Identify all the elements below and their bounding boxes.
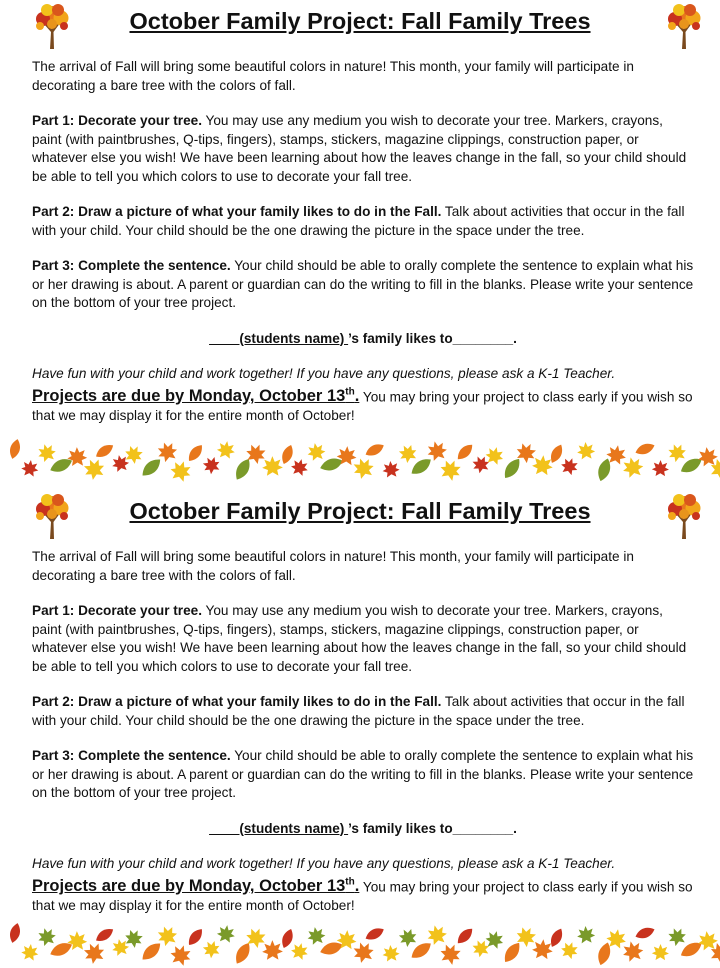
due-paragraph xyxy=(32,874,694,916)
sentence-blank: ____(students name) xyxy=(209,330,349,346)
due-date-text: Projects are due by Monday, October 13 xyxy=(32,877,346,895)
leaf-ornament xyxy=(36,442,58,463)
leaf-ornament xyxy=(262,456,283,476)
leaf-ornament xyxy=(366,441,384,459)
intro-paragraph: The arrival of Fall will bring some beautiful colors in nature! This month, your family will participate in decorating a bare tree with the colors of fall. xyxy=(32,59,634,93)
leaf-ornament xyxy=(366,925,384,943)
sentence-template xyxy=(32,820,694,839)
due-rest: You may bring your project to class early if you wish so that we may display it for the entire month of October! xyxy=(32,879,693,913)
leaf-ornament xyxy=(110,937,130,956)
leaf-ornament xyxy=(216,924,236,943)
leaf-ornament xyxy=(396,441,420,464)
due-date-suffix: th xyxy=(345,876,355,888)
leaf-ornament xyxy=(425,923,449,946)
sentence-rest: ’s family likes to________. xyxy=(348,330,517,346)
leaf-ornament xyxy=(531,454,553,475)
leaf-ornament xyxy=(593,459,616,482)
leaf-ornament xyxy=(559,455,580,476)
due-date xyxy=(32,877,359,895)
leaf-ornament xyxy=(382,460,400,478)
leaf-ornament xyxy=(652,944,669,960)
leaf-ornament xyxy=(396,925,420,948)
leaf-ornament xyxy=(652,460,669,476)
leaf-ornament xyxy=(665,925,688,948)
leaf-ornament xyxy=(425,439,449,462)
leaf-ornament xyxy=(503,459,522,478)
part3-heading: Part 3: Complete the sentence. xyxy=(32,748,231,763)
leaf-ornament xyxy=(200,938,223,960)
due-date xyxy=(32,387,359,405)
leaf-ornament xyxy=(216,440,236,459)
leaf-ornament xyxy=(681,939,702,960)
leaf-ornament xyxy=(5,439,25,459)
leaf-ornament xyxy=(168,942,194,967)
part2-paragraph xyxy=(32,693,694,730)
leaf-ornament xyxy=(437,941,464,967)
sentence-template xyxy=(32,330,694,349)
leaf-ornament xyxy=(188,445,204,461)
part2-heading: Part 2: Draw a picture of what your family likes to do in the Fall. xyxy=(32,204,442,219)
leaf-ornament xyxy=(96,442,113,459)
leaf-ornament xyxy=(697,446,719,467)
part3-text: Your child should be able to orally complete the sentence to explain what his or her drawing is about. A parent or guardian can do the writing to fill in the blanks. Please write your sentence on the bottom of your tree project. xyxy=(32,258,694,310)
due-rest: You may bring your project to class early if you wish so that we may display it for the entire month of October! xyxy=(32,389,693,423)
leaf-ornament xyxy=(412,457,431,476)
leaf-ornament xyxy=(412,941,431,960)
part2-heading: Part 2: Draw a picture of what your family likes to do in the Fall. xyxy=(32,694,442,709)
sentence-rest: ’s family likes to________. xyxy=(348,820,517,836)
flyer-body xyxy=(32,58,694,425)
intro-paragraph: The arrival of Fall will bring some beautiful colors in nature! This month, your family will participate in decorating a bare tree with the colors of fall. xyxy=(32,549,634,583)
part2-text: Talk about activities that occur in the fall with your child. Your child should be the one drawing the picture in the space under the tree. xyxy=(32,694,685,728)
leaf-ornament xyxy=(350,939,376,964)
leaf-ornament xyxy=(5,923,25,943)
leaf-ornament xyxy=(36,926,58,947)
part1-paragraph xyxy=(32,112,694,186)
leaf-ornament xyxy=(681,455,702,476)
leaf-ornament xyxy=(306,442,327,462)
leaf-ornament xyxy=(635,439,654,458)
leaf-ornament xyxy=(168,458,194,483)
leaf-ornament xyxy=(306,926,327,946)
part1-heading: Part 1: Decorate your tree. xyxy=(32,603,202,618)
leaf-ornament xyxy=(621,455,646,479)
page-title: October Family Project: Fall Family Trees xyxy=(129,8,591,34)
sentence-blank: ____(students name) xyxy=(209,820,349,836)
leaf-ornament xyxy=(382,944,400,962)
part2-paragraph xyxy=(32,203,694,240)
leaf-ornament xyxy=(290,457,310,477)
leaf-ornament xyxy=(635,923,654,942)
leaf-ornament xyxy=(110,453,130,472)
leaf-ornament xyxy=(665,441,688,464)
due-date-period: . xyxy=(354,877,360,895)
leaf-ornament xyxy=(278,445,297,464)
fun-line: Have fun with your child and work together! If you have any questions, please ask a K-1 Teacher. xyxy=(32,856,616,871)
leaf-ornament xyxy=(593,943,616,966)
leaf-ornament xyxy=(188,929,204,945)
leaf-ornament xyxy=(503,943,522,962)
leaf-ornament xyxy=(458,445,472,459)
leaf-ornament xyxy=(290,941,310,961)
leaf-ornament xyxy=(233,943,254,964)
part1-paragraph xyxy=(32,602,694,676)
leaf-ornament xyxy=(278,929,297,948)
page-title: October Family Project: Fall Family Trees xyxy=(129,498,591,524)
leaf-ornament xyxy=(531,938,553,959)
leaf-ornament xyxy=(437,457,464,483)
leaf-ornament xyxy=(20,459,39,477)
part2-text: Talk about activities that occur in the fall with your child. Your child should be the one drawing the picture in the space under the tree. xyxy=(32,204,685,238)
part3-paragraph xyxy=(32,747,694,803)
part1-text: You may use any medium you wish to decorate your tree. Markers, crayons, paint (with paintbrushes, Q-tips, fingers), stamps, stickers, magazine clippings, construction paper, or whatever else you wish! We have been learning about how the leaves change in the fall, so your child should be able to tell you which colors to use to decorate your fall tree. xyxy=(32,603,687,674)
autumn-leaf-border xyxy=(0,432,720,484)
part3-paragraph xyxy=(32,257,694,313)
leaf-ornament xyxy=(697,930,719,951)
leaf-ornament xyxy=(80,455,107,481)
leaf-ornament xyxy=(80,939,107,965)
leaf-ornament xyxy=(143,459,161,477)
leaf-ornament xyxy=(559,939,580,960)
part3-heading: Part 3: Complete the sentence. xyxy=(32,258,231,273)
due-paragraph xyxy=(32,384,694,426)
part1-text: You may use any medium you wish to decorate your tree. Markers, crayons, paint (with paintbrushes, Q-tips, fingers), stamps, stickers, magazine clippings, construction paper, or whatever else you wish! We have been learning about how the leaves change in the fall, so your child should be able to tell you which colors to use to decorate your fall tree. xyxy=(32,113,687,184)
leaf-ornament xyxy=(96,926,113,943)
autumn-leaf-border xyxy=(0,916,720,968)
leaf-ornament xyxy=(20,943,39,961)
leaf-ornament xyxy=(262,940,283,960)
leaf-ornament xyxy=(576,441,595,459)
part1-heading: Part 1: Decorate your tree. xyxy=(32,113,202,128)
leaf-ornament xyxy=(458,929,472,943)
leaf-ornament xyxy=(350,455,376,480)
leaf-ornament xyxy=(621,939,646,963)
leaf-ornament xyxy=(233,459,254,480)
leaf-ornament xyxy=(200,454,223,476)
part3-text: Your child should be able to orally complete the sentence to explain what his or her drawing is about. A parent or guardian can do the writing to fill in the blanks. Please write your sentence on the bottom of your tree project. xyxy=(32,748,694,800)
leaf-ornament xyxy=(143,943,161,961)
due-date-suffix: th xyxy=(345,386,355,398)
fun-line: Have fun with your child and work together! If you have any questions, please ask a K-1 Teacher. xyxy=(32,366,616,381)
due-date-text: Projects are due by Monday, October 13 xyxy=(32,387,346,405)
due-date-period: . xyxy=(354,387,360,405)
leaf-ornament xyxy=(576,925,595,943)
flyer-body xyxy=(32,548,694,915)
